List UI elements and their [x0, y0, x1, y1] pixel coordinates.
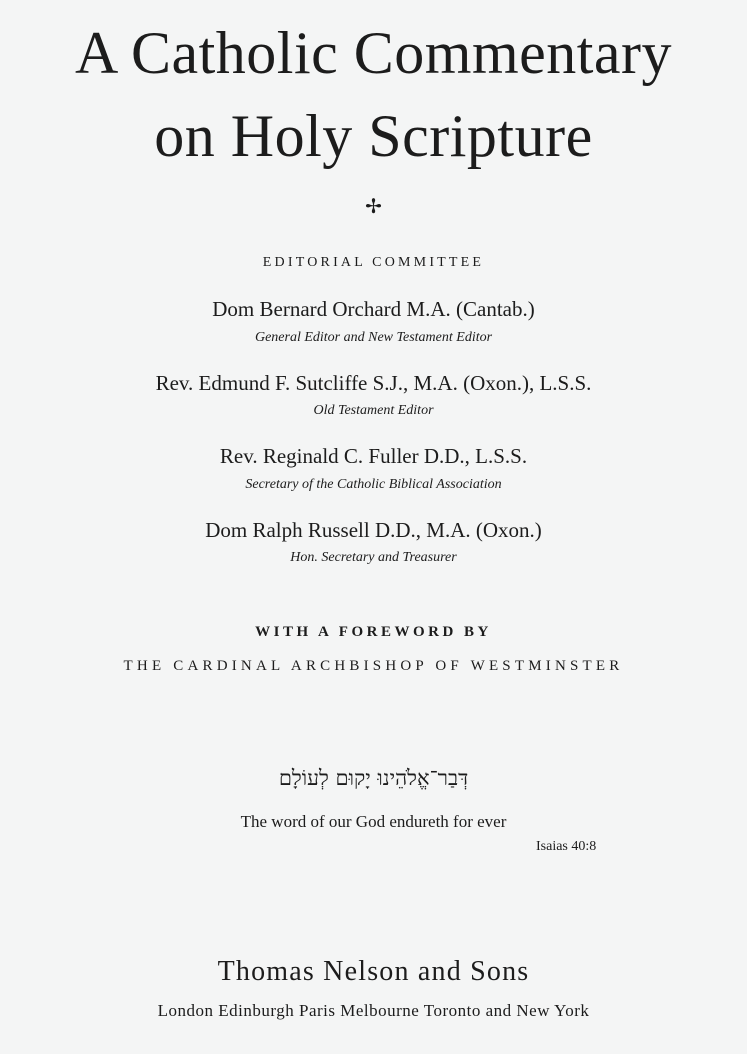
committee-member-1-role: General Editor and New Testament Editor — [254, 330, 493, 345]
editorial-committee-heading: EDITORIAL COMMITTEE — [262, 255, 485, 270]
committee-member-3-role: Secretary of the Catholic Biblical Association — [245, 477, 502, 492]
foreword-line-1: WITH A FOREWORD BY — [255, 624, 492, 640]
committee-member-2-role: Old Testament Editor — [313, 403, 434, 418]
book-title-line-1: A Catholic Commentary — [74, 20, 673, 86]
scripture-reference: Isaias 40:8 — [536, 839, 597, 854]
committee-member-4-name: Dom Ralph Russell D.D., M.A. (Oxon.) — [205, 518, 542, 542]
book-title-line-2: on Holy Scripture — [154, 103, 593, 169]
hebrew-epigraph: דְּבַר־אֱלֹהֵינוּ יָקוּם לְעוֹלָם — [278, 766, 469, 790]
committee-member-3-name: Rev. Reginald C. Fuller D.D., L.S.S. — [219, 444, 528, 468]
committee-member-2-name: Rev. Edmund F. Sutcliffe S.J., M.A. (Oxon.), L.S.S. — [155, 371, 592, 395]
foreword-line-2: THE CARDINAL ARCHBISHOP OF WESTMINSTER — [123, 658, 624, 674]
publisher-cities: London Edinburgh Paris Melbourne Toronto and New York — [157, 1001, 590, 1020]
english-epigraph: The word of our God endureth for ever — [240, 812, 507, 831]
publisher-name: Thomas Nelson and Sons — [217, 956, 530, 987]
committee-member-1-name: Dom Bernard Orchard M.A. (Cantab.) — [212, 297, 535, 321]
committee-member-4-role: Hon. Secretary and Treasurer — [290, 550, 457, 565]
cross-ornament-icon: ✢ — [365, 196, 382, 218]
